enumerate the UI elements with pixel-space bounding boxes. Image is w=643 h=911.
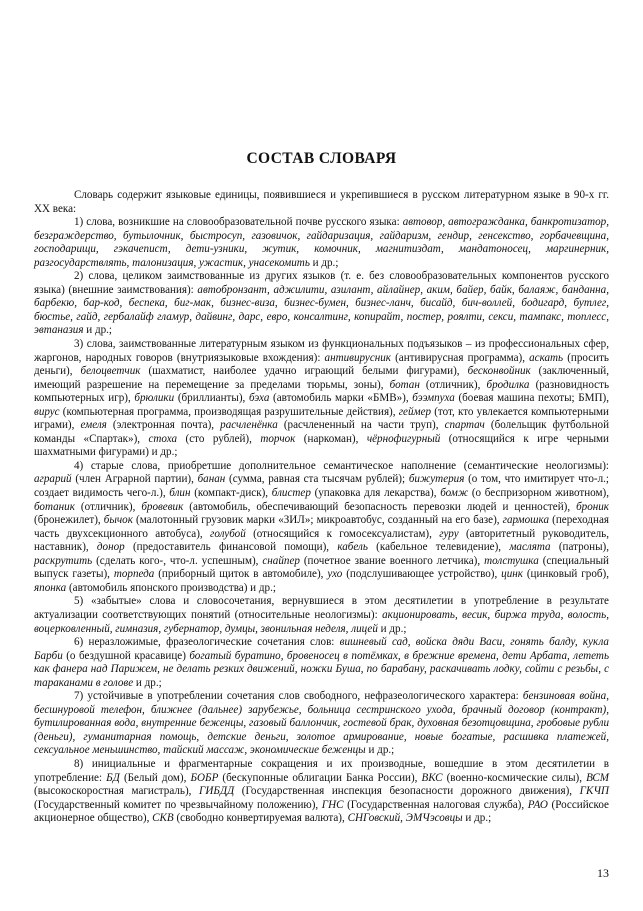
italic-term: бычок (103, 514, 133, 527)
text-run: (Государственный комитет по чрезвычайному положению), (34, 798, 322, 811)
italic-term: брюлики (134, 392, 175, 405)
italic-term: японка (34, 581, 67, 594)
text-run: (сто рублей), (177, 432, 261, 445)
italic-term: СКВ (152, 812, 174, 825)
italic-term: вишневый сад, войска дяди Васи, гонять балду, кукла Барби (34, 636, 609, 662)
text-run: (просить деньги), (34, 351, 609, 378)
text-run: (болельщик футбольной команды «Спартак»), (34, 419, 610, 445)
paragraph-item-7 (34, 690, 609, 758)
text-run: (о том, что имитирует что-л.; создает видимость чего-л.), (34, 473, 610, 500)
text-run: (антивирусная программа), (391, 351, 530, 364)
italic-term: бесконвойник (467, 365, 531, 378)
paragraph-item-3 (34, 338, 609, 460)
text-run: (о бездушной красавице) (62, 649, 190, 662)
text-run: (заключенный, имеющий разрешение на перемещение за пределами тюрьмы, зоны), (34, 365, 610, 391)
italic-term: стоха (148, 432, 178, 445)
italic-term: ГИБДД (199, 785, 235, 798)
text-run: Словарь содержит языковые единицы, появившиеся и укрепившиеся в русском литературном языке в 90-х гг. ХХ века: (34, 189, 609, 215)
italic-term: гармошка (502, 514, 550, 527)
text-run: (малотонный грузовик марки «ЗИЛ»; микроавтобус, созданный на его базе), (132, 514, 503, 527)
text-run: (относящийся к игре черными шахматными фигурами) и др.; (34, 432, 609, 459)
text-run: (приборный щиток в автомобиле), (154, 568, 328, 581)
text-run: и др.; (309, 256, 339, 269)
text-run: (отличник), (419, 378, 487, 391)
italic-term: ботаник (34, 500, 75, 513)
italic-term: ГКЧП (579, 785, 609, 798)
italic-term: богатый буратино, бровеносец в потёмках, в брежние времена, дети Арбата, лететь как фанера над Парижем, не делать резких движений, ножки Буша, по барабану, раскачивать лодку, сойти с резьбы, с тараканами в голове (34, 649, 609, 689)
text-run: (патроны), (550, 541, 610, 554)
text-run: (свободно конвертируемая валюта), (173, 812, 348, 825)
italic-term: бомж (440, 487, 469, 500)
text-run: (переходная часть двухсекционного автобуса), (34, 514, 609, 540)
page-title: СОСТАВ СЛОВАРЯ (246, 150, 397, 167)
text-run: (компьютерная программа, производящая разрушительные действия), (59, 405, 399, 418)
text-run: и др.; (83, 324, 113, 337)
text-run: (автомобиль марки «БМВ»), (269, 392, 413, 405)
italic-term: белоцветчик (80, 365, 141, 378)
text-run: (сделать кого-, что-л. успешным), (92, 554, 263, 567)
italic-term: емеля (80, 419, 107, 432)
italic-term: бродилка (486, 378, 530, 391)
italic-term: блин (169, 487, 191, 500)
page-body (34, 150, 609, 826)
paragraph-item-2 (34, 270, 609, 338)
italic-term: гуру (439, 527, 459, 540)
italic-term: броник (576, 500, 609, 513)
page-number: 13 (597, 866, 609, 880)
text-run: (член Аграрной партии), (71, 473, 198, 486)
text-run: (цинковый гроб), (522, 568, 609, 581)
italic-term: бензиновая война, бесшнуровой телефон, ближнее (дальнее) зарубежье, больница сестринского ухода, брачный договор (контракт), бутилированная вода, внутренние беженцы, газовый баллончик, гостевой брак, духовная безотцовщина, гробовые рубли (деньги), гуманитарная помощь, детские деньги, золотое армирование, новые богатые, расшивка платежей, сексуальное меньшинство, тайский массаж, экономические беженцы (34, 690, 609, 757)
text-run: 1) слова, возникшие на словообразовательной почве русского языка: (74, 216, 403, 229)
paragraph-item-5 (34, 595, 609, 636)
text-run: (тот, кто увлекается компьютерными играми), (34, 405, 609, 432)
italic-term: чёрнофигурный (366, 432, 441, 445)
paragraph-item-4 (34, 460, 609, 595)
italic-term: антивирусник (324, 351, 391, 364)
text-run: (упаковка для лекарства), (310, 487, 441, 500)
text-run: 7) устойчивые в употреблении сочетания слов свободного, нефразеологического характера: (74, 690, 523, 703)
text-run: (расчлененный на части труп), (277, 419, 445, 432)
italic-term: донор (96, 541, 125, 554)
italic-term: автовор, автогражданка, банкротизатор, безграждерство, бутылочник, быстросуп, газовичок, гайдаризация, гайдаризм, гендир, генсекство, горбачевщина, господарищи, гэкачепист, дети-узники, жутик, комочник, магнитиздат, мандатоносец, маргинерник, разгосударствлять, талонизация, ужастик, унасекомить (34, 216, 609, 269)
text-run: (высокоскоростная магистраль), (34, 785, 200, 798)
italic-term: ухо (327, 568, 343, 581)
text-run: (шахматист, наиболее удачно играющий белыми фигурами), (140, 365, 468, 378)
italic-term: ВСМ (586, 771, 610, 784)
italic-term: цинк (501, 568, 523, 581)
text-run: (электронная почта), (106, 419, 221, 432)
text-run: (Белый дом), (119, 771, 191, 784)
text-run: (автомобиль, обеспечивающий безопасность перевозки людей и ценностей), (183, 500, 577, 513)
italic-term: бээмпуха (412, 392, 455, 405)
text-run: (боевая машина пехоты; БМП), (454, 392, 609, 405)
italic-term: РАО (527, 798, 548, 811)
text-run: (компакт-диск), (190, 487, 272, 500)
text-run: (предоставитель финансовой помощи), (124, 541, 338, 554)
italic-term: бижутерия (408, 473, 465, 486)
text-run: 6) неразложимые, фразеологические сочетания слов: (74, 636, 340, 649)
italic-term: ВКС (421, 771, 443, 784)
text-run: (о беспризорном животном), (468, 487, 609, 500)
italic-term: СНГовский, ЭМЧэсовцы (347, 812, 463, 825)
italic-term: бэха (248, 392, 270, 405)
text-run: и др.; (365, 744, 395, 757)
article-text (34, 189, 609, 826)
text-run: 5) «забытые» слова и словосочетания, вернувшиеся в этом десятилетии в употребление в результате актуализации соответствующих понятий (относительные неологизмы): (34, 595, 609, 621)
italic-term: бровевик (141, 500, 184, 513)
italic-term: банан (197, 473, 226, 486)
italic-term: толстушка (484, 554, 539, 567)
text-run: (Государственная инспекция безопасности дорожного движения), (234, 785, 580, 798)
text-run: (кабельное телевидение), (367, 541, 510, 554)
text-run: (бриллианты), (174, 392, 249, 405)
italic-term: блистер (271, 487, 311, 500)
paragraph-intro (34, 189, 609, 216)
italic-term: кабель (337, 541, 368, 554)
italic-term: вирус (34, 405, 60, 418)
text-run: (Государственная налоговая служба), (343, 798, 528, 811)
text-run: (наркоман), (295, 432, 367, 445)
text-run: (подслушивающее устройство), (342, 568, 502, 581)
italic-term: ботан (389, 378, 420, 391)
italic-term: раскрутить (34, 554, 93, 567)
italic-term: спартач (444, 419, 485, 432)
italic-term: БД (106, 771, 120, 784)
text-run: (Российское акционерное общество), (34, 798, 609, 825)
italic-term: маслята (509, 541, 551, 554)
text-run: 8) инициальные и фрагментарные сокращения и их производные, вошедшие в этом десятилетии в употребление: (34, 757, 609, 784)
italic-term: расчленёнка (220, 419, 278, 432)
text-run: 4) старые слова, приобретшие дополнительное семантическое наполнение (семантические неологизмы): (74, 459, 609, 472)
italic-term: геймер (398, 405, 432, 418)
text-run: (относящийся к гомосексуалистам), (245, 527, 440, 540)
text-run: 3) слова, заимствованные литературным языком из функциональных подъязыков – из профессиональных сфер, жаргонов, народных говоров (внутриязыковые вхождения): (34, 338, 609, 364)
text-run: и др.; (133, 676, 162, 689)
text-run: (специальный выпуск газеты), (34, 554, 609, 581)
text-run: (авторитетный руководитель, наставник), (34, 527, 609, 554)
italic-term: автобронзант, аджилити, азилант, айлайнер, аким, байер, байк, балаяж, банданна, барбекю, бар-код, беспека, биг-мак, бизнес-виза, бизнес-бумен, бизнес-ланч, бисайд, бич-воллей, бодигард, бутлег, бюстье, гайд, гербалайф гламур, дайвинг, дарс, евро, консалтинг, копирайт, постер, роялти, секси, тампакс, топлесс, эвтаназия (34, 283, 609, 337)
text-run: (бескупонные облигации Банка России), (218, 771, 422, 784)
text-run: (почетное звание военного летчика), (299, 554, 485, 567)
italic-term: снайпер (262, 554, 300, 567)
paragraph-item-8 (34, 758, 609, 826)
italic-term: торчок (260, 432, 296, 445)
italic-term: БОБР (190, 771, 219, 784)
text-run: 2) слова, целиком заимствованные из других языков (т. е. без словообразовательных компонентов русского языка) (внешние заимствования): (34, 270, 609, 296)
text-run: (разновидность компьютерных игр), (34, 378, 610, 405)
italic-term: торпеда (113, 568, 155, 581)
text-run: (отличник), (74, 500, 142, 513)
italic-term: акционировать, весик, биржа труда, волость, воцерковленный, гимназия, губернатор, думцы, звонильная неделя, лицей (34, 608, 609, 635)
text-run: и др.; (377, 622, 407, 635)
paragraph-item-6 (34, 636, 609, 690)
italic-term: голубой (210, 527, 246, 540)
italic-term: ГНС (321, 798, 344, 811)
text-run: (сумма, равная ста тысячам рублей); (225, 473, 409, 486)
paragraph-item-1 (34, 216, 609, 270)
text-run: (военно-космические силы), (442, 771, 587, 784)
italic-term: аскать (529, 351, 564, 364)
italic-term: аграрий (34, 473, 72, 486)
text-run: (автомобиль японского производства) и др.; (66, 581, 276, 594)
text-run: и др.; (462, 812, 492, 825)
text-run: (бронежилет), (34, 514, 104, 527)
